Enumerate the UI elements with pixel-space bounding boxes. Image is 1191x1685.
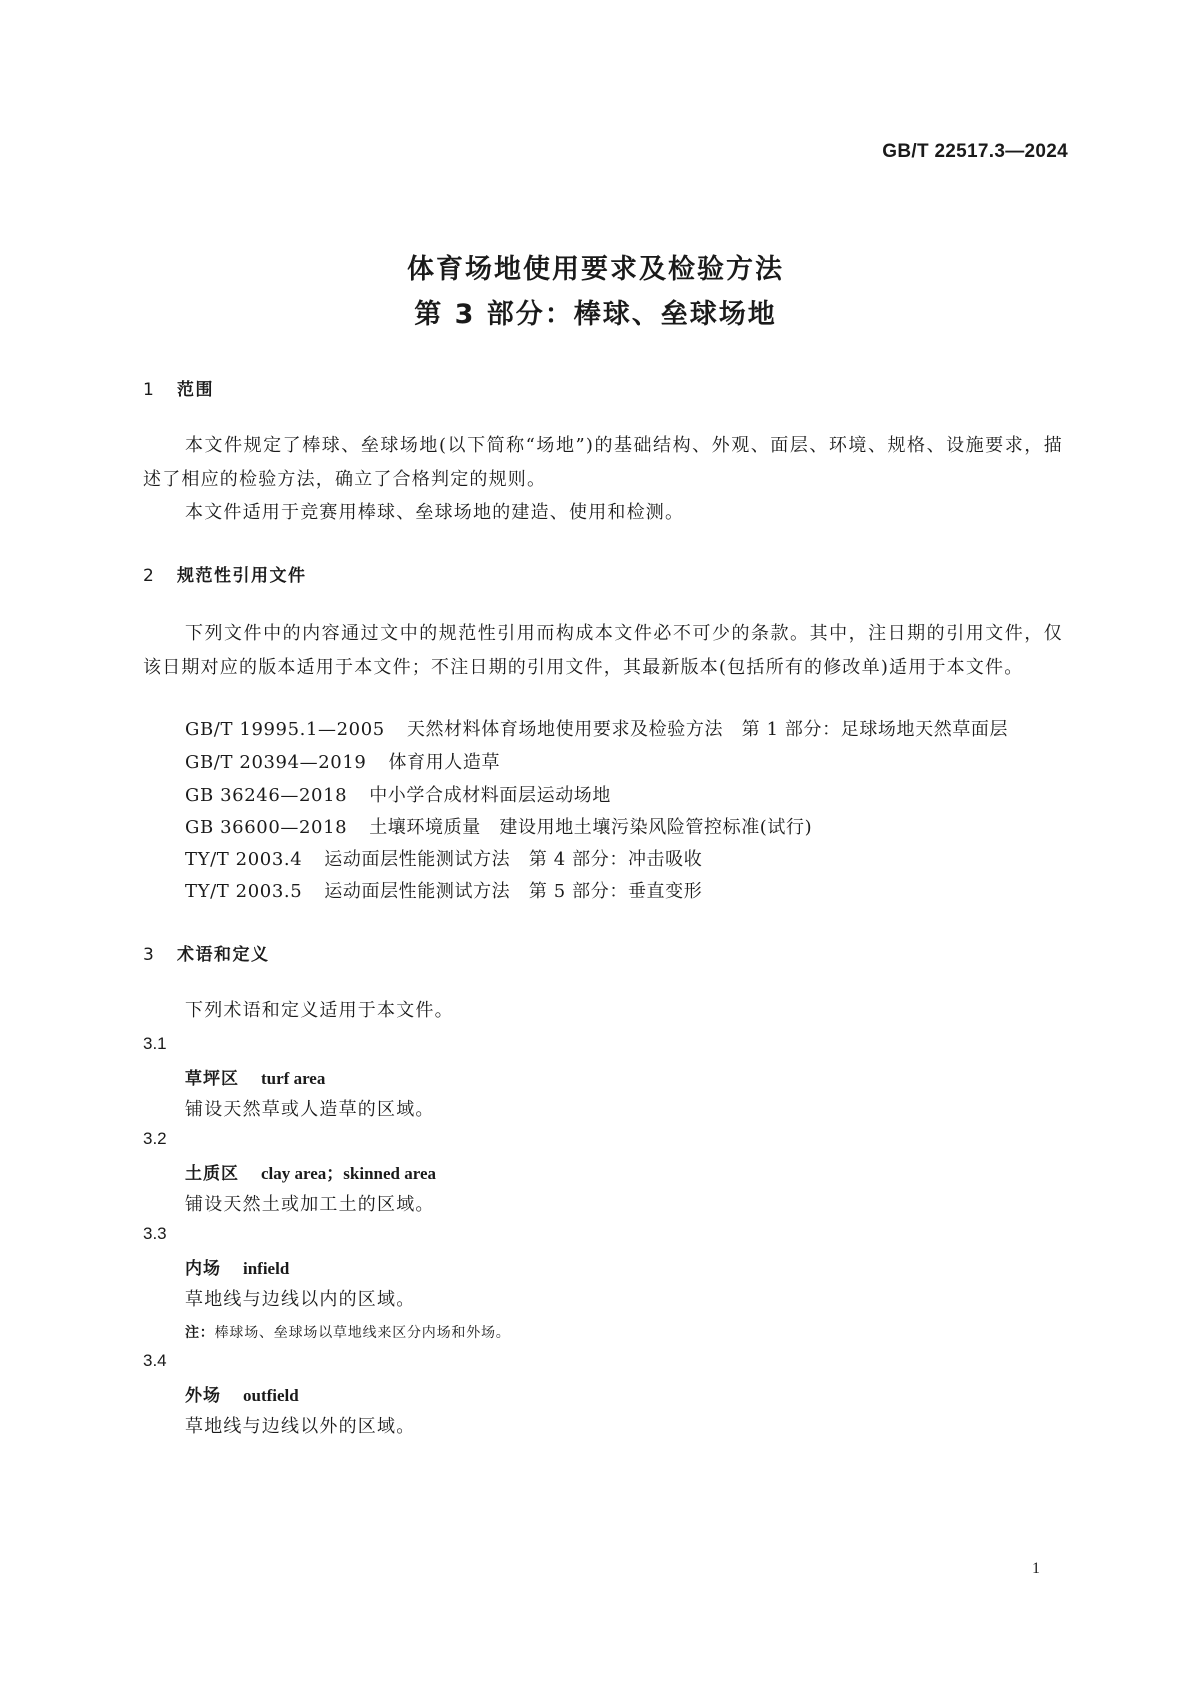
reference-item <box>185 748 500 774</box>
section-1-number: 1 <box>143 380 156 400</box>
page-number: 1 <box>1032 1560 1040 1577</box>
reference-title: 体育用人造草 <box>388 752 501 773</box>
section-3-heading <box>143 940 270 965</box>
section-1-heading <box>143 375 214 400</box>
term-note <box>185 1322 511 1342</box>
reference-code: GB/T 20394—2019 <box>185 752 367 773</box>
reference-code: TY/T 2003.5 <box>185 881 303 902</box>
reference-code: GB 36600—2018 <box>185 817 348 838</box>
section-3-title: 术语和定义 <box>177 945 270 965</box>
reference-item <box>185 715 1008 741</box>
reference-item <box>185 781 611 807</box>
reference-item <box>185 845 702 871</box>
section-2-number: 2 <box>143 566 156 586</box>
term-title <box>185 1159 436 1184</box>
term-en: clay area；skinned area <box>261 1164 437 1183</box>
section-3-number: 3 <box>143 945 156 965</box>
reference-title: 土壤环境质量 建设用地土壤污染风险管控标准(试行) <box>369 817 813 838</box>
term-definition: 草地线与边线以内的区域。 <box>185 1289 416 1310</box>
term-definition: 铺设天然草或人造草的区域。 <box>185 1099 435 1120</box>
term-zh: 草坪区 <box>185 1069 239 1089</box>
term-number: 3.1 <box>143 1034 167 1053</box>
term-zh: 内场 <box>185 1259 221 1279</box>
note-text: 棒球场、垒球场以草地线来区分内场和外场。 <box>214 1325 511 1341</box>
section-2-intro: 下列文件中的内容通过文中的规范性引用而构成本文件必不可少的条款。其中，注日期的引用文件，仅该日期对应的版本适用于本文件；不注日期的引用文件，其最新版本(包括所有的修改单)适用于本文件。 <box>143 623 1063 678</box>
term-en: turf area <box>261 1069 326 1088</box>
term-en: infield <box>243 1259 290 1278</box>
term-zh: 土质区 <box>185 1164 239 1184</box>
reference-code: TY/T 2003.4 <box>185 849 303 870</box>
reference-title: 天然材料体育场地使用要求及检验方法 第 1 部分：足球场地天然草面层 <box>406 719 1009 740</box>
section-1-title: 范围 <box>177 380 214 400</box>
reference-code: GB 36246—2018 <box>185 785 348 806</box>
reference-item <box>185 877 702 903</box>
term-number: 3.4 <box>143 1351 167 1370</box>
section-1-paragraph-1: 本文件规定了棒球、垒球场地(以下简称“场地”)的基础结构、外观、面层、环境、规格、设施要求，描述了相应的检验方法，确立了合格判定的规则。 <box>143 435 1063 490</box>
reference-item <box>185 813 812 839</box>
standard-code: GB/T 22517.3—2024 <box>882 141 1068 162</box>
term-title <box>185 1381 299 1406</box>
reference-title: 中小学合成材料面层运动场地 <box>369 785 612 806</box>
reference-title: 运动面层性能测试方法 第 4 部分：冲击吸收 <box>324 849 703 870</box>
section-2-heading <box>143 561 307 586</box>
section-3-intro: 下列术语和定义适用于本文件。 <box>185 1000 454 1021</box>
reference-title: 运动面层性能测试方法 第 5 部分：垂直变形 <box>324 881 703 902</box>
note-label: 注： <box>185 1325 215 1341</box>
term-number: 3.2 <box>143 1129 167 1148</box>
document-title-line2: 第 3 部分：棒球、垒球场地 <box>414 299 777 330</box>
term-definition: 草地线与边线以外的区域。 <box>185 1416 416 1437</box>
term-zh: 外场 <box>185 1386 221 1406</box>
term-title <box>185 1254 289 1279</box>
document-title-line1: 体育场地使用要求及检验方法 <box>407 254 784 285</box>
reference-code: GB/T 19995.1—2005 <box>185 719 385 740</box>
term-number: 3.3 <box>143 1224 167 1243</box>
section-1-paragraph-2: 本文件适用于竞赛用棒球、垒球场地的建造、使用和检测。 <box>185 502 685 523</box>
term-en: outfield <box>243 1386 299 1405</box>
term-title <box>185 1064 325 1089</box>
term-definition: 铺设天然土或加工土的区域。 <box>185 1194 435 1215</box>
section-2-title: 规范性引用文件 <box>177 566 307 586</box>
